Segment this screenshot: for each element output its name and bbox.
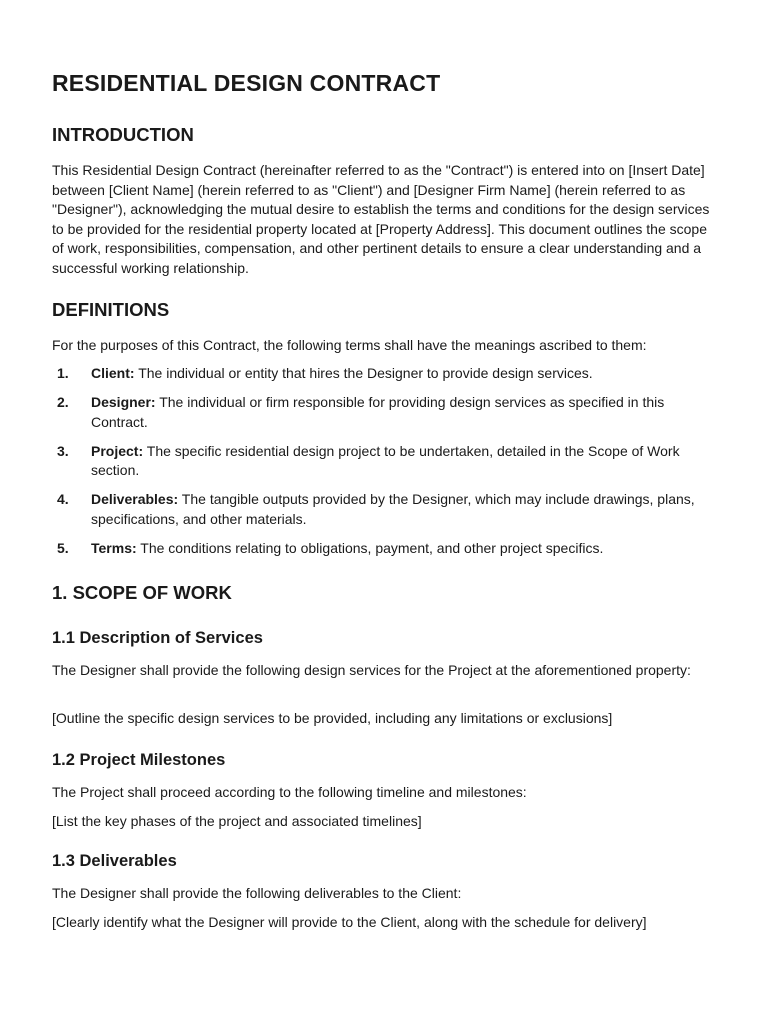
- definition-term: Project:: [91, 442, 144, 459]
- definition-item: [52, 490, 720, 529]
- definition-number: 1.: [57, 365, 69, 381]
- deliverables-placeholder: [Clearly identify what the Designer will provide to the Client, along with the schedule for delivery]: [52, 914, 647, 930]
- definition-number: 2.: [57, 394, 69, 410]
- definition-text: The individual or firm responsible for providing design services as specified in this Contract.: [91, 394, 665, 430]
- services-heading: 1.1 Description of Services: [52, 629, 263, 647]
- definition-text: The conditions relating to obligations, payment, and other project specifics.: [136, 539, 604, 556]
- definition-number: 5.: [57, 539, 69, 556]
- document-title: RESIDENTIAL DESIGN CONTRACT: [52, 70, 441, 96]
- definition-text: The individual or entity that hires the Designer to provide design services.: [134, 365, 593, 381]
- scope-of-work-heading: 1. SCOPE OF WORK: [52, 582, 232, 603]
- definitions-list: [52, 364, 720, 568]
- deliverables-paragraph: The Designer shall provide the following deliverables to the Client:: [52, 885, 462, 901]
- definition-term: Terms:: [91, 539, 137, 556]
- introduction-paragraph: This Residential Design Contract (hereinafter referred to as the "Contract") is entered into on [Insert Date] between [Client Name] (herein referred to as "Client") and [Designer Firm Name] (herein referred to as "Designer"), acknowledging the mutual desire to establish the terms and conditions for the design services to be provided for the residential property located at [Property Address]. This document outlines the scope of work, responsibilities, compensation, and other pertinent details to ensure a clear understanding and a successful working relationship.: [52, 162, 710, 276]
- definition-text: The specific residential design project to be undertaken, detailed in the Scope of Work section.: [91, 442, 680, 478]
- milestones-heading: 1.2 Project Milestones: [52, 751, 226, 769]
- definition-term: Client:: [91, 365, 135, 381]
- definition-text: The tangible outputs provided by the Designer, which may include drawings, plans, specifications, and other materials.: [91, 491, 695, 527]
- deliverables-heading: 1.3 Deliverables: [52, 852, 177, 870]
- definition-item: [52, 539, 720, 559]
- definitions-intro: For the purposes of this Contract, the following terms shall have the meanings ascribed to them:: [52, 337, 647, 353]
- definition-term: Designer:: [91, 394, 156, 410]
- milestones-paragraph: The Project shall proceed according to the following timeline and milestones:: [52, 784, 527, 800]
- definition-number: 3.: [57, 442, 69, 459]
- introduction-heading: INTRODUCTION: [52, 124, 194, 145]
- definition-term: Deliverables:: [91, 491, 179, 507]
- definitions-heading: DEFINITIONS: [52, 299, 170, 320]
- definition-item: [52, 364, 720, 384]
- definition-number: 4.: [57, 491, 69, 507]
- services-placeholder: [Outline the specific design services to be provided, including any limitations or exclusions]: [52, 710, 613, 726]
- milestones-placeholder: [List the key phases of the project and associated timelines]: [52, 813, 422, 829]
- services-paragraph: The Designer shall provide the following design services for the Project at the aforementioned property:: [52, 662, 691, 678]
- definition-item: [52, 393, 720, 432]
- definition-item: [52, 442, 720, 481]
